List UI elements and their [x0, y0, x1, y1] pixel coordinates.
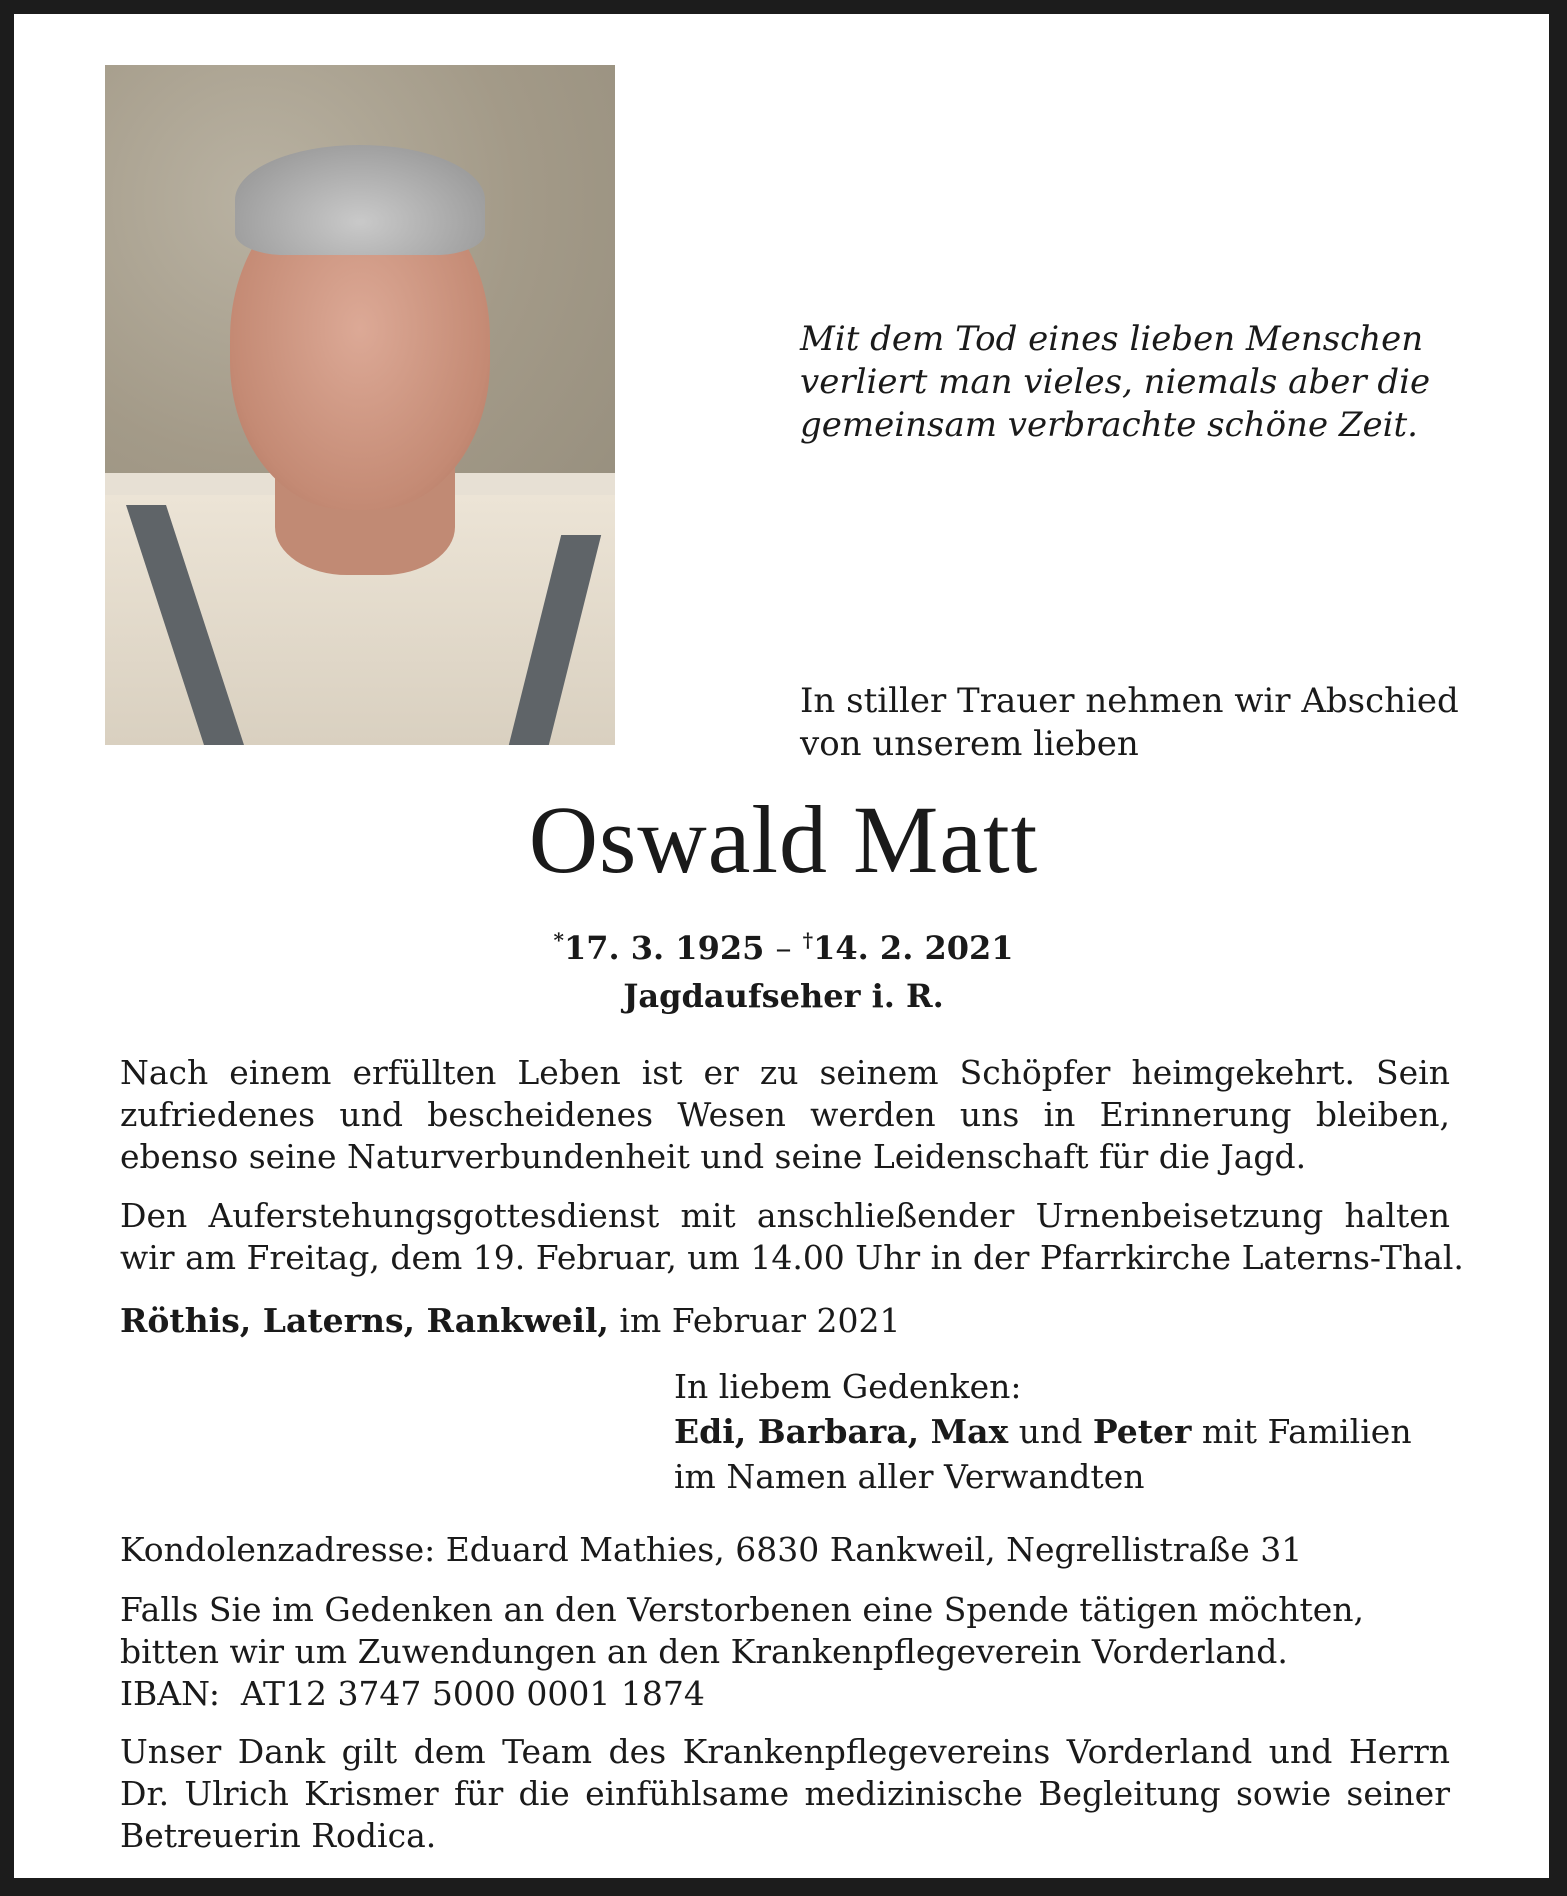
- date-separator: –: [775, 929, 792, 967]
- paragraph-line: zufriedenes und bescheidenes Wesen werden uns in Erinnerung bleiben,: [120, 1095, 1450, 1134]
- mourners-families: mit Familien: [1201, 1412, 1412, 1451]
- paragraph-line: Nach einem erfüllten Leben ist er zu seinem Schöpfer heimgekehrt. Sein: [120, 1053, 1450, 1092]
- thanks-line: Betreuerin Rodica.: [120, 1816, 437, 1855]
- birth-date: 17. 3. 1925: [563, 929, 765, 967]
- mourners-block: [674, 1364, 1412, 1499]
- place-and-date: [120, 1300, 900, 1342]
- photo-hair: [235, 145, 485, 255]
- mourners-names-2: Peter: [1092, 1412, 1192, 1451]
- paragraph-line: wir am Freitag, dem 19. Februar, um 14.00 Uhr in der Pfarrkirche Laterns-Thal.: [120, 1238, 1464, 1277]
- place-towns: Röthis, Laterns, Rankweil,: [120, 1301, 609, 1340]
- quote-line: gemeinsam verbrachte schöne Zeit.: [800, 405, 1418, 445]
- iban-line: [120, 1673, 1364, 1715]
- quote-line: Mit dem Tod eines lieben Menschen: [800, 319, 1424, 359]
- donation-line: Falls Sie im Gedenken an den Verstorbenen eine Spende tätigen möchten,: [120, 1590, 1364, 1629]
- deceased-name: Oswald Matt: [528, 786, 1039, 893]
- death-symbol: †: [802, 928, 814, 952]
- paragraph-line: ebenso seine Naturverbundenheit und seine Leidenschaft für die Jagd.: [120, 1137, 1307, 1176]
- condolence-address: Kondolenzadresse: Eduard Mathies, 6830 Rankweil, Negrellistraße 31: [120, 1530, 1303, 1569]
- birth-symbol: *: [553, 928, 564, 952]
- donation-line: bitten wir um Zuwendungen an den Krankenpflegeverein Vorderland.: [120, 1632, 1288, 1671]
- memory-heading: In liebem Gedenken:: [674, 1367, 1022, 1406]
- intro-line: von unserem lieben: [800, 724, 1139, 764]
- iban-label: IBAN:: [120, 1674, 220, 1713]
- place-date: im Februar 2021: [619, 1301, 901, 1340]
- mourners-names: [674, 1409, 1412, 1454]
- paragraph-line: Den Auferstehungsgottesdienst mit anschließender Urnenbeisetzung halten: [120, 1196, 1450, 1235]
- thanks-line: Unser Dank gilt dem Team des Krankenpflegevereins Vorderland und Herrn: [120, 1732, 1450, 1771]
- deceased-title: Jagdaufseher i. R.: [623, 977, 944, 1015]
- mourners-names-1: Edi, Barbara, Max: [674, 1412, 1009, 1451]
- life-dates: [0, 920, 1567, 968]
- memorial-quote: [800, 318, 1440, 447]
- thanks-block: [120, 1731, 1450, 1857]
- farewell-intro: [800, 680, 1480, 766]
- life-paragraph: [120, 1052, 1450, 1178]
- thanks-line: Dr. Ulrich Krismer für die einfühlsame medizinische Begleitung sowie seiner: [120, 1774, 1450, 1813]
- quote-line: verliert man vieles, niemals aber die: [800, 362, 1431, 402]
- donation-block: [120, 1589, 1364, 1715]
- iban-number: AT12 3747 5000 0001 1874: [240, 1674, 705, 1713]
- portrait-photo: [105, 65, 615, 745]
- mourners-and: und: [1018, 1412, 1083, 1451]
- death-date: 14. 2. 2021: [813, 929, 1014, 967]
- service-paragraph: [120, 1195, 1464, 1279]
- intro-line: In stiller Trauer nehmen wir Abschied: [800, 681, 1459, 721]
- mourners-relatives: im Namen aller Verwandten: [674, 1457, 1145, 1496]
